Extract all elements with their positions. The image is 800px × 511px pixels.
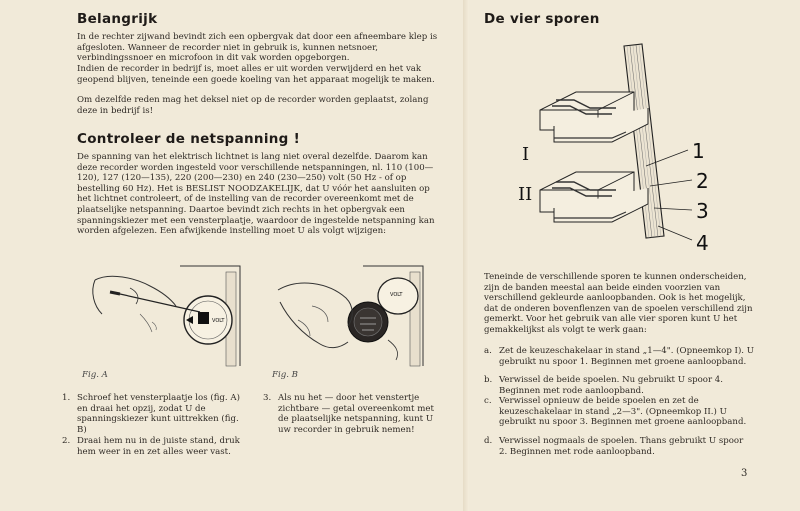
figure-a-volt-label: VOLT <box>212 318 225 324</box>
paragraph-koeling: Indien de recorder in bedrijf is, moet alles er uit worden verwijderd en het vak geopend blijven, teneinde een goede koeling van het apparaat mogelijk te maken. <box>77 64 435 85</box>
paragraph-opbergvak: In de rechter zijwand bevindt zich een opbergvak dat door een afneembare klep is afgesloten. Wanneer de recorder niet in gebruik is, kunnen netsnoer, verbindingssnoer en microfoon in dit vak worden opgeborgen. <box>77 32 438 64</box>
step-1-number: 1. <box>62 393 71 403</box>
diagram-label-head-i: I <box>522 144 530 165</box>
item-d-text: Verwissel nogmaals de spoelen. Thans gebruikt U spoor 2. Beginnen met rode aanloopband. <box>499 436 744 457</box>
figure-b-illustration <box>268 262 438 370</box>
item-b-letter: b. <box>484 375 493 385</box>
figure-b-volt-label: VOLT <box>390 292 403 298</box>
figure-a-caption: Fig. A <box>82 370 108 380</box>
diagram-label-track-4: 4 <box>696 231 709 255</box>
step-2-number: 2. <box>62 436 71 446</box>
figure-a-illustration <box>80 262 250 370</box>
item-a-letter: a. <box>484 346 492 356</box>
diagram-label-head-ii: II <box>518 184 533 205</box>
diagram-label-track-3: 3 <box>696 199 709 223</box>
heading-belangrijk: Belangrijk <box>77 11 158 27</box>
heading-netspanning: Controleer de netspanning ! <box>77 131 301 147</box>
diagram-label-track-2: 2 <box>696 169 709 193</box>
item-c-letter: c. <box>484 396 492 406</box>
page-number: 3 <box>741 468 748 479</box>
page-gutter <box>463 0 469 511</box>
paragraph-sporen-intro: Teneinde de verschillende sporen te kunnen onderscheiden, zijn de banden meestal aan beide einden voorzien van verschillend gekleurde aanloopbanden. Ook is het mogelijk, dat de onderen bovenflenzen van de spoelen verschillend zijn gemerkt. Voor het gebruik van alle vier sporen kunt U het gemakkelijkst als volgt te werk gaan: <box>484 272 753 335</box>
step-3-text: Als nu het — door het venstertje zichtbare — getal overeenkomt met de plaatselijke netspanning, kunt U uw recorder in gebruik nemen! <box>278 393 434 435</box>
paragraph-deksel: Om dezelfde reden mag het deksel niet op de recorder worden geplaatst, zolang deze in bedrijf is! <box>77 95 429 116</box>
step-2-text: Draai hem nu in de juiste stand, druk hem weer in en zet alles weer vast. <box>77 436 240 457</box>
item-b-text: Verwissel de beide spoelen. Nu gebruikt U spoor 4. Beginnen met rode aanloopband. <box>499 375 724 396</box>
heading-vier-sporen: De vier sporen <box>484 11 600 27</box>
figure-b-caption: Fig. B <box>272 370 298 380</box>
step-3-number: 3. <box>263 393 272 403</box>
step-1-text: Schroef het vensterplaatje los (fig. A) en draai het opzij, zodat U de spanningskiezer kunt uittrekken (fig. B) <box>77 393 240 435</box>
four-tracks-diagram <box>516 40 736 258</box>
item-a-text: Zet de keuzeschakelaar in stand „1—4". (Opneemkop I). U gebruikt nu spoor 1. Beginnen met groene aanloopband. <box>499 346 755 367</box>
diagram-label-track-1: 1 <box>692 139 705 163</box>
paragraph-netspanning: De spanning van het elektrisch lichtnet is lang niet overal dezelfde. Daarom kan deze recorder worden ingesteld voor verschillende netspanningen, nl. 110 (100—120), 127 (120—135), 220 (200—230) en 240 (230—250) volt (50 Hz - of op bestelling 60 Hz). Het is BESLIST NOODZAKELIJK, dat U vóór het aansluiten op het lichtnet controleert, of de instelling van de recorder overeenkomt met de plaatselijke netspanning. Daartoe bevindt zich rechts in het opbergvak een spanningskiezer met een vensterplaatje, waardoor de ingestelde netspanning kan worden afgelezen. Een afwijkende instelling moet U als volgt wijzigen: <box>77 152 435 237</box>
item-c-text: Verwissel opnieuw de beide spoelen en zet de keuzeschakelaar in stand „2—3". (Opneemkop II.) U gebruikt nu spoor 3. Beginnen met groene aanloopband. <box>499 396 747 428</box>
item-d-letter: d. <box>484 436 493 446</box>
